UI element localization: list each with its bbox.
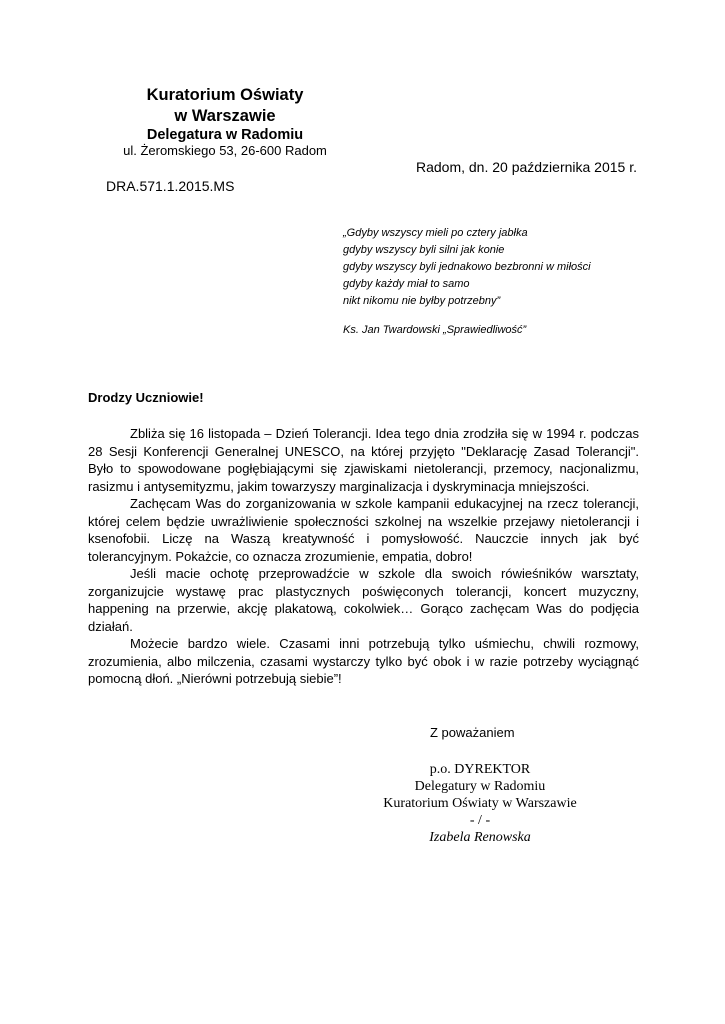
- closing-phrase: Z poważaniem: [430, 725, 515, 740]
- reference-number: DRA.571.1.2015.MS: [106, 178, 235, 194]
- quote-line: gdyby wszyscy byli silni jak konie: [343, 244, 505, 256]
- letter-body: [88, 425, 639, 688]
- date-line: Radom, dn. 20 października 2015 r.: [415, 159, 637, 175]
- greeting: Drodzy Uczniowie!: [88, 390, 204, 405]
- signature-title: p.o. DYREKTOR: [429, 762, 531, 777]
- quote-line: nikt nikomu nie byłby potrzebny”: [343, 295, 501, 307]
- signature-org: Kuratorium Oświaty w Warszawie: [383, 796, 577, 811]
- quote-line: „Gdyby wszyscy mieli po cztery jabłka: [343, 227, 528, 239]
- signature-block: [350, 761, 610, 846]
- org-delegation-name: Delegatura w Radomiu: [146, 127, 304, 143]
- epigraph-quote: [343, 225, 673, 310]
- quote-author: Ks. Jan Twardowski „Sprawiedliwość”: [343, 324, 527, 336]
- org-name-line-2: w Warszawie: [174, 107, 276, 125]
- signatory-name: Izabela Renowska: [429, 830, 531, 845]
- body-paragraph: Zachęcam Was do zorganizowania w szkole kampanii edukacyjnej na rzecz tolerancji, której celem będzie uwrażliwienie społeczności szkolnej na wszelkie przejawy nietolerancji i ksenofobii. Liczę na Waszą kreatywność i pomysłowość. Nauczcie innych jak być tolerancyjnym. Pokażcie, co oznacza zrozumienie, empatia, dobro!: [88, 496, 639, 564]
- org-name-line-1: Kuratorium Oświaty: [146, 86, 304, 104]
- quote-line: gdyby wszyscy byli jednakowo bezbronni w miłości: [343, 261, 591, 273]
- body-paragraph: Możecie bardzo wiele. Czasami inni potrzebują tylko uśmiechu, chwili rozmowy, zrozumienia, albo milczenia, czasami wystarczy tylko być obok i w razie potrzeby wyciągnąć pomocną dłoń. „Nierówni potrzebują siebie”!: [88, 636, 639, 686]
- body-paragraph: Zbliża się 16 listopada – Dzień Tolerancji. Idea tego dnia zrodziła się w 1994 r. podczas 28 Sesji Konferencji Generalnej UNESCO, na której przyjęto "Deklarację Zasad Tolerancji". Było to spowodowane pogłębiającymi się zjawiskami nietolerancji, przemocy, nacjonalizmu, rasizmu i antysemityzmu, jakim towarzyszy marginalizacja i dyskryminacja mniejszości.: [88, 426, 639, 494]
- org-address: ul. Żeromskiego 53, 26-600 Radom: [123, 143, 327, 158]
- signature-mark: - / -: [469, 813, 491, 828]
- body-paragraph: Jeśli macie ochotę przeprowadźcie w szkole dla swoich rówieśników warsztaty, zorganizujcie wystawę prac plastycznych poświęconych tolerancji, koncert muzyczny, happening na przerwie, akcję plakatową, cokolwiek… Gorąco zachęcam Was do podjęcia działań.: [88, 566, 639, 634]
- quote-line: gdyby każdy miał to samo: [343, 278, 470, 290]
- signature-unit: Delegatury w Radomiu: [414, 779, 546, 794]
